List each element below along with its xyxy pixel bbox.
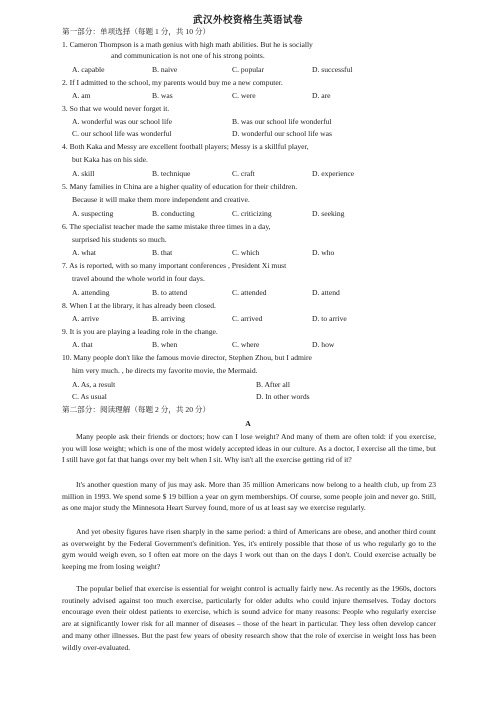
- option: B. was: [152, 91, 173, 100]
- option: B. conducting: [152, 209, 195, 218]
- option: B. After all: [256, 380, 290, 389]
- option: A. As, a result: [72, 380, 116, 389]
- option: B. naive: [152, 65, 178, 74]
- question-stem: 9. It is you are playing a leading role in the change.: [62, 327, 218, 336]
- question-stem: 3. So that we would never forget it.: [62, 104, 170, 113]
- question-stem: 10. Many people don't like the famous movie director, Stephen Zhou, but I admire: [62, 353, 312, 362]
- option: C. criticizing: [232, 209, 272, 218]
- question-stem: 5. Many families in China are a higher quality of education for their children.: [62, 182, 298, 191]
- question-stem: and communication is not one of his strong points.: [111, 51, 265, 60]
- option: B. was our school life wonderful: [232, 117, 332, 126]
- option: D. to arrive: [312, 314, 347, 323]
- option: B. technique: [152, 169, 191, 178]
- question-stem: 7. As is reported, with so many important conferences , President Xi must: [62, 261, 287, 270]
- option: C. craft: [232, 169, 255, 178]
- part2-heading: 第二部分：阅读理解（每题 2 分，共 20 分）: [62, 405, 211, 414]
- question-stem: 2. If I admitted to the school, my parents would buy me a new computer.: [62, 78, 283, 87]
- option: A. skill: [72, 169, 95, 178]
- option: A. capable: [72, 65, 105, 74]
- option: A. what: [72, 248, 97, 257]
- option: C. arrived: [232, 314, 263, 323]
- passage-label: A: [245, 419, 251, 428]
- option: B. when: [152, 340, 178, 349]
- option: D. are: [312, 91, 331, 100]
- option: A. wonderful was our school life: [72, 117, 172, 126]
- option: B. that: [152, 248, 173, 257]
- option: A. am: [72, 91, 91, 100]
- passage-paragraph: And yet obesity figures have risen sharply in the same period: a third of Americans are obese, and another third count as overweight by the Federal Government's definition. Yes, it's entirely possible that those of us who regularly go to the gym would weigh even, so I often eat more on the days I work out than on the days I don't. Could exercise actually be keeping me from losing weight?: [62, 527, 436, 572]
- question-stem: him very much. , he directs my favorite movie, the Mermaid.: [72, 366, 258, 375]
- option: A. that: [72, 340, 93, 349]
- option: C. attended: [232, 288, 267, 297]
- option: A. arrive: [72, 314, 99, 323]
- question-stem: 4. Both Kaka and Messy are excellent football players; Messy is a skillful player,: [62, 142, 309, 151]
- option: C. were: [232, 91, 256, 100]
- question-stem: but Kaka has on his side.: [72, 155, 148, 164]
- option: C. popular: [232, 65, 265, 74]
- exam-title: 武汉外校资格生英语试卷: [192, 16, 303, 26]
- option: D. attend: [312, 288, 340, 297]
- question-stem: 6. The specialist teacher made the same mistake three times in a day,: [62, 222, 271, 231]
- question-stem: travel abound the whole world in four days.: [72, 274, 205, 283]
- option: C. As usual: [72, 392, 107, 401]
- option: D. how: [312, 340, 335, 349]
- question-stem: Because it will make them more independent and creative.: [72, 195, 250, 204]
- option: C. where: [232, 340, 260, 349]
- option: B. to attend: [152, 288, 188, 297]
- option: D. experience: [312, 169, 355, 178]
- option: D. who: [312, 248, 335, 257]
- option: A. attending: [72, 288, 110, 297]
- passage-paragraph: The popular belief that exercise is essential for weight control is actually fairly new. As recently as the 1960s, doctors routinely advised against too much exercise, particularly for older adults who could injure themselves. Today doctors encourage even their oldest patients to exercise, which is sound advice for many reasons: People who regularly exercise are at significantly lower risk for all manner of diseases – those of the heart in particular. They less often develop cancer and many other illnesses. But the past few years of obesity research show that the role of exercise in weight loss has been wildly over-evaluated.: [62, 584, 436, 652]
- option: D. In other words: [256, 392, 310, 401]
- option: D. successful: [312, 65, 353, 74]
- option: D. seeking: [312, 209, 345, 218]
- passage-paragraph: It's another question many of jus may ask. More than 35 million Americans now belong to a health club, up from 23 million in 1993. We spend some $ 19 billion a year on gym memberships. Of course, some people join and never go. Still, as one major study the Minnesota Heart Survey found, more of us at least say we exercise regularly.: [62, 480, 436, 513]
- question-stem: surprised his students so much.: [72, 235, 167, 244]
- option: C. our school life was wonderful: [72, 129, 172, 138]
- option: B. arriving: [152, 314, 185, 323]
- option: D. wonderful our school life was: [232, 129, 332, 138]
- part1-heading: 第一部分：单项选择（每题 1 分，共 10 分）: [62, 27, 211, 36]
- passage-paragraph: Many people ask their friends or doctors; how can I lose weight? And many of them are often told: if you exercise, you will lose weight; which is one of the most widely accepted ideas in our culture. As a doctor, I exercise all the time, but I still have got fat that hangs over my belt when I sit. Why isn't all the exercise getting rid of it?: [62, 432, 436, 465]
- question-stem: 8. When I at the library, it has already been closed.: [62, 301, 216, 310]
- option: A. suspecting: [72, 209, 114, 218]
- option: C. which: [232, 248, 260, 257]
- question-stem: 1. Cameron Thompson is a math genius with high math abilities. But he is socially: [62, 40, 313, 49]
